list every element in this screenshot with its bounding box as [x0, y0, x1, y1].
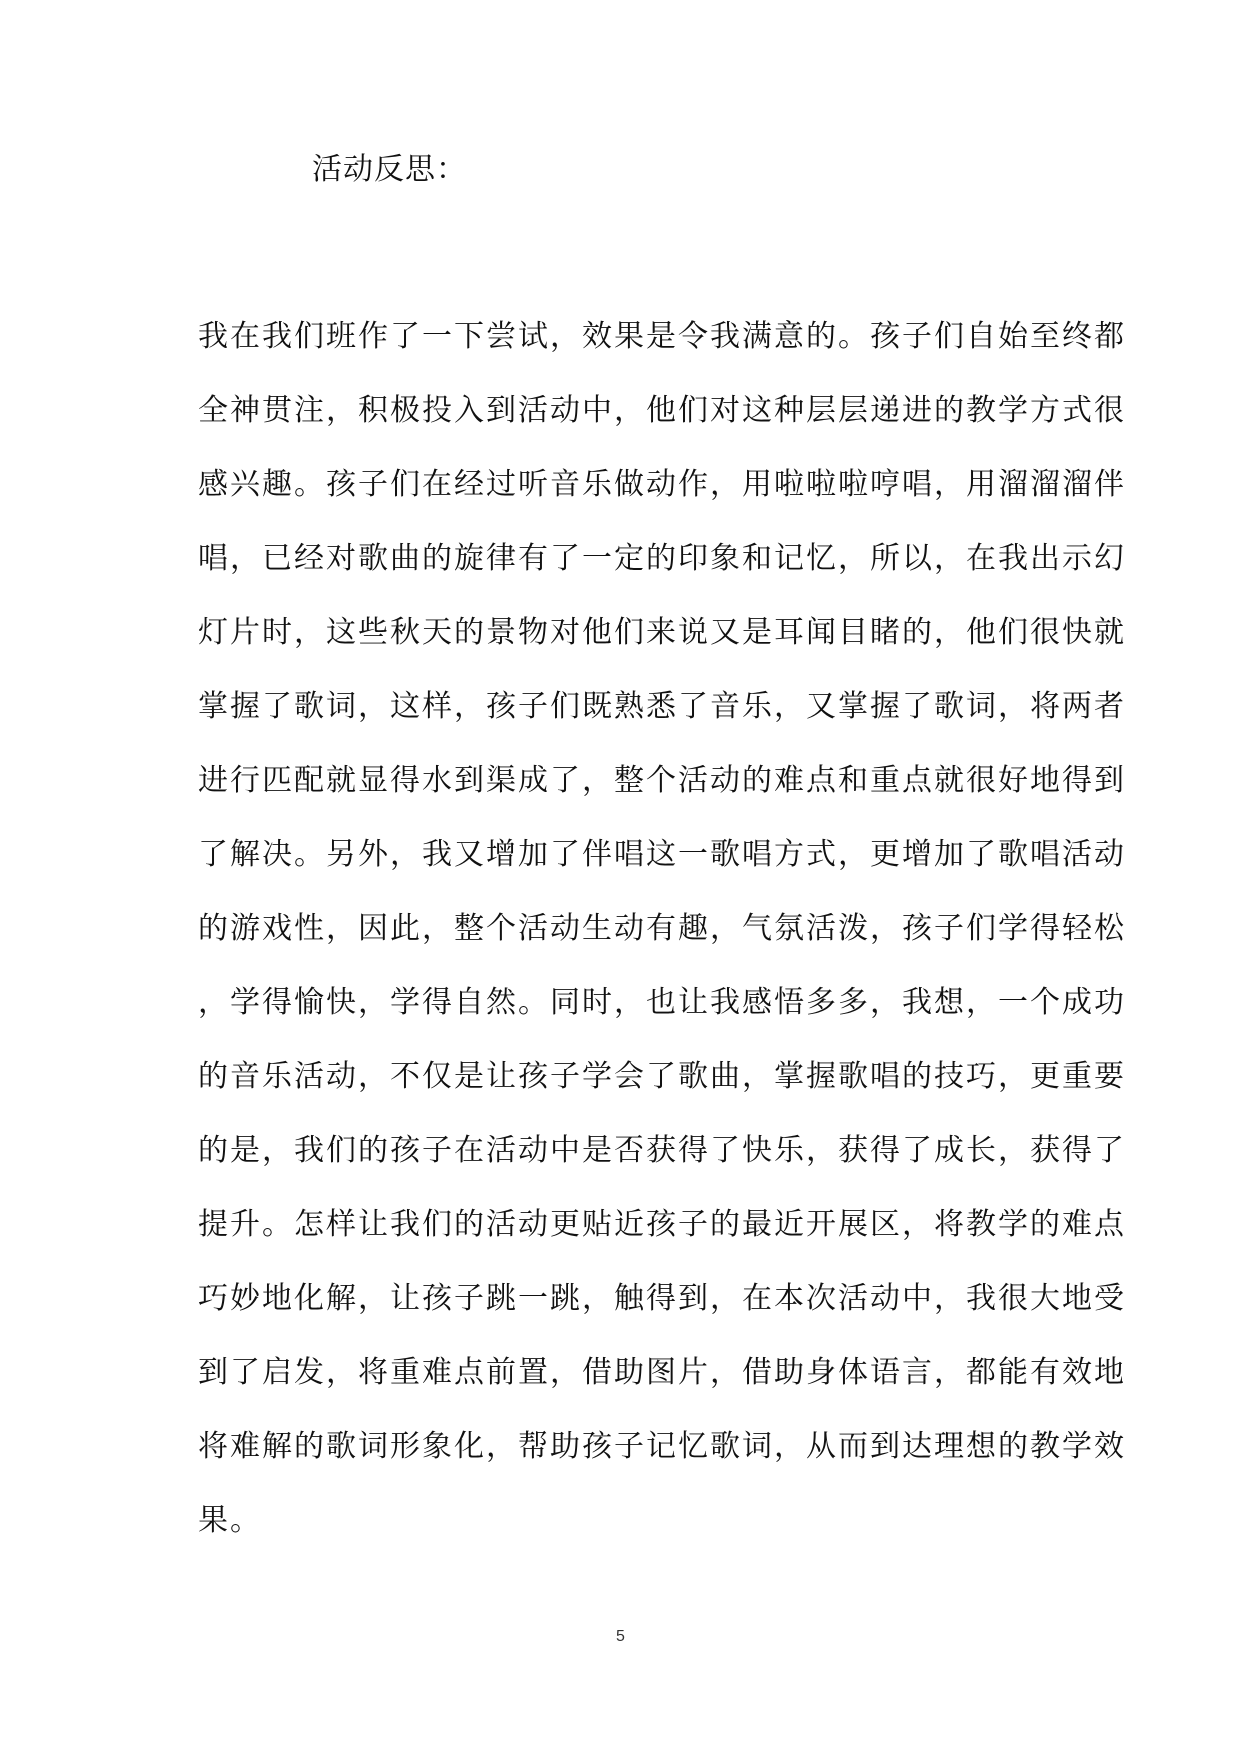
paragraph-line: 将难解的歌词形象化，帮助孩子记忆歌词，从而到达理想的教学效	[198, 1429, 1126, 1464]
page-number: 5	[616, 1628, 625, 1645]
paragraph-line: 全神贯注，积极投入到活动中，他们对这种层层递进的教学方式很	[198, 393, 1126, 428]
paragraph-line: 的音乐活动，不仅是让孩子学会了歌曲，掌握歌唱的技巧，更重要	[198, 1059, 1126, 1094]
paragraph-line: 到了启发，将重难点前置，借助图片，借助身体语言，都能有效地	[198, 1355, 1126, 1390]
reflection-paragraph	[198, 300, 1126, 1558]
paragraph-line: 提升。怎样让我们的活动更贴近孩子的最近开展区，将教学的难点	[198, 1207, 1126, 1242]
paragraph-line: 唱，已经对歌曲的旋律有了一定的印象和记忆，所以，在我出示幻	[198, 541, 1126, 576]
paragraph-line: ，学得愉快，学得自然。同时，也让我感悟多多，我想，一个成功	[198, 985, 1126, 1020]
paragraph-line: 的是，我们的孩子在活动中是否获得了快乐，获得了成长，获得了	[198, 1133, 1126, 1168]
paragraph-line: 的游戏性，因此，整个活动生动有趣，气氛活泼，孩子们学得轻松	[198, 911, 1126, 946]
paragraph-line: 巧妙地化解，让孩子跳一跳，触得到，在本次活动中，我很大地受	[198, 1281, 1126, 1316]
paragraph-line: 我在我们班作了一下尝试，效果是令我满意的。孩子们自始至终都	[198, 319, 1126, 354]
paragraph-line: 进行匹配就显得水到渠成了，整个活动的难点和重点就很好地得到	[198, 763, 1126, 798]
paragraph-line: 灯片时，这些秋天的景物对他们来说又是耳闻目睹的，他们很快就	[198, 615, 1126, 650]
paragraph-line: 掌握了歌词，这样，孩子们既熟悉了音乐，又掌握了歌词，将两者	[198, 689, 1126, 724]
paragraph-line: 了解决。另外，我又增加了伴唱这一歌唱方式，更增加了歌唱活动	[198, 837, 1126, 872]
paragraph-line: 果。	[198, 1503, 262, 1538]
section-heading: 活动反思：	[312, 152, 467, 187]
paragraph-line: 感兴趣。孩子们在经过听音乐做动作，用啦啦啦哼唱，用溜溜溜伴	[198, 467, 1126, 502]
